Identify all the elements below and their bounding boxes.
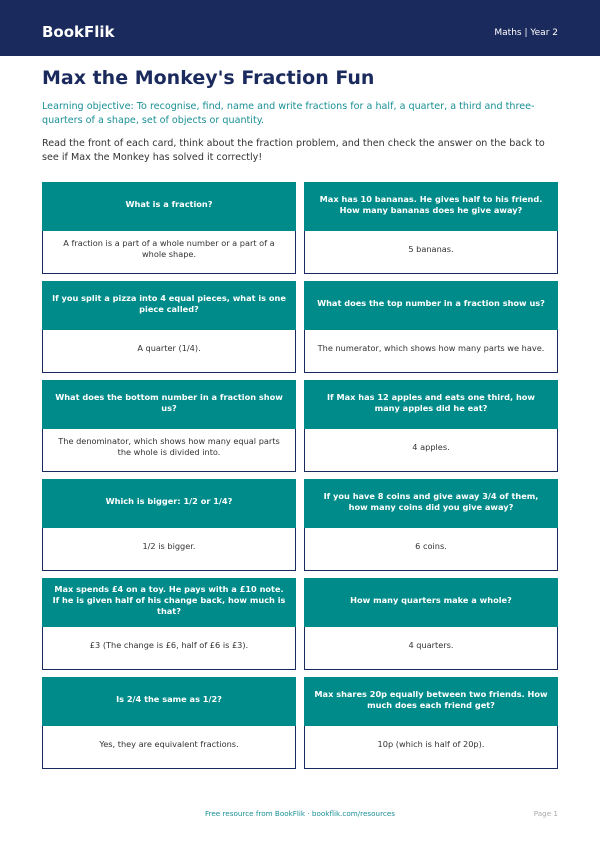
card-question: If Max has 12 apples and eats one third, how many apples did he eat? xyxy=(304,380,558,429)
card-row xyxy=(42,479,558,571)
flashcard xyxy=(42,182,296,274)
footer-resource-link[interactable]: Free resource from BookFlik · bookflik.com/resources xyxy=(204,809,396,818)
card-question: If you split a pizza into 4 equal pieces, what is one piece called? xyxy=(42,281,296,330)
brand-logo[interactable]: BookFlik xyxy=(42,23,115,41)
card-row xyxy=(42,281,558,373)
flashcard-grid xyxy=(42,182,558,776)
card-question: Max has 10 bananas. He gives half to his friend. How many bananas does he give away? xyxy=(304,182,558,231)
learning-objective: Learning objective: To recognise, find, name and write fractions for a half, a quarter, a third and three-quarters of a shape, set of objects or quantity. xyxy=(42,101,535,126)
card-answer: £3 (The change is £6, half of £6 is £3). xyxy=(42,627,296,670)
card-answer: A quarter (1/4). xyxy=(42,330,296,373)
flashcard xyxy=(42,578,296,670)
card-answer: The denominator, which shows how many equal parts the whole is divided into. xyxy=(42,429,296,472)
card-answer: 1/2 is bigger. xyxy=(42,528,296,571)
subject-year-label: Maths | Year 2 xyxy=(494,28,558,38)
card-question: What does the top number in a fraction show us? xyxy=(304,281,558,330)
card-answer: 10p (which is half of 20p). xyxy=(304,726,558,769)
card-question: Max spends £4 on a toy. He pays with a £10 note. If he is given half of his change back, how much is that? xyxy=(42,578,296,627)
card-row xyxy=(42,182,558,274)
card-answer: 4 quarters. xyxy=(304,627,558,670)
page-title: Max the Monkey's Fraction Fun xyxy=(42,67,375,89)
card-answer: 6 coins. xyxy=(304,528,558,571)
card-answer: The numerator, which shows how many parts we have. xyxy=(304,330,558,373)
flashcard xyxy=(304,479,558,571)
instructions: Read the front of each card, think about the fraction problem, and then check the answer on the back to see if Max the Monkey has solved it correctly! xyxy=(42,138,545,163)
card-question: Which is bigger: 1/2 or 1/4? xyxy=(42,479,296,528)
card-answer: A fraction is a part of a whole number or a part of a whole shape. xyxy=(42,231,296,274)
card-question: Max shares 20p equally between two friends. How much does each friend get? xyxy=(304,677,558,726)
card-question: What is a fraction? xyxy=(42,182,296,231)
card-row xyxy=(42,677,558,769)
flashcard xyxy=(304,380,558,472)
flashcard xyxy=(304,182,558,274)
flashcard xyxy=(42,380,296,472)
flashcard xyxy=(42,479,296,571)
flashcard xyxy=(42,677,296,769)
card-question: If you have 8 coins and give away 3/4 of them, how many coins did you give away? xyxy=(304,479,558,528)
flashcard xyxy=(304,578,558,670)
flashcard xyxy=(304,677,558,769)
card-answer: 4 apples. xyxy=(304,429,558,472)
card-question: How many quarters make a whole? xyxy=(304,578,558,627)
card-question: What does the bottom number in a fraction show us? xyxy=(42,380,296,429)
card-answer: 5 bananas. xyxy=(304,231,558,274)
flashcard xyxy=(42,281,296,373)
page-number: Page 1 xyxy=(533,809,558,818)
card-question: Is 2/4 the same as 1/2? xyxy=(42,677,296,726)
card-row xyxy=(42,578,558,670)
page-header xyxy=(0,0,600,56)
card-row xyxy=(42,380,558,472)
flashcard xyxy=(304,281,558,373)
card-answer: Yes, they are equivalent fractions. xyxy=(42,726,296,769)
